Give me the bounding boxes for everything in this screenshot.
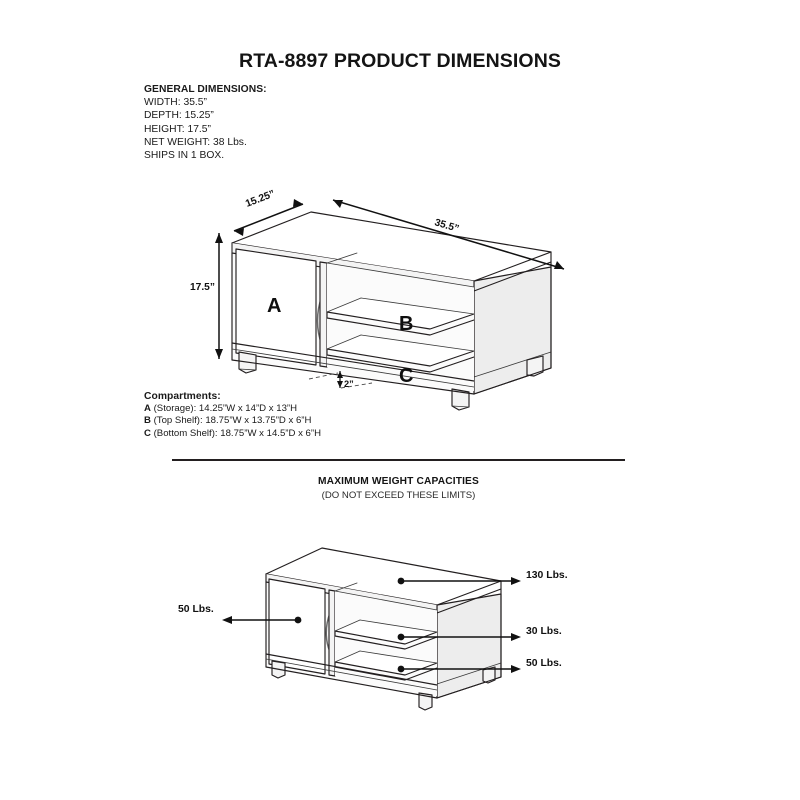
compartment-text-a: (Storage): 14.25”W x 14”D x 13”H [150, 403, 298, 415]
compartment-marker-c: C [399, 365, 414, 387]
compartments-heading: Compartments: [144, 391, 221, 402]
general-dimension-width: WIDTH: 35.5” [144, 97, 207, 109]
compartment-letter-c: C [144, 427, 151, 439]
wt-center-divider-panel [329, 590, 335, 676]
general-dimensions-heading: GENERAL DIMENSIONS: [144, 84, 267, 95]
callout-label-top-shelf: 30 Lbs. [526, 626, 562, 637]
page-title: RTA-8897 PRODUCT DIMENSIONS [239, 50, 561, 72]
compartment-text-b: (Top Shelf): 18.75”W x 13.75”D x 6”H [150, 415, 312, 427]
callout-label-top-surface: 130 Lbs. [526, 570, 568, 581]
compartment-letter-b: B [144, 415, 151, 427]
general-dimension-ships-in: SHIPS IN 1 BOX. [144, 150, 225, 162]
general-dimension-depth: DEPTH: 15.25” [144, 110, 214, 122]
general-dimension-height: HEIGHT: 17.5” [144, 123, 211, 135]
compartment-text-c: (Bottom Shelf): 18.75”W x 14.5”D x 6”H [150, 427, 322, 439]
compartment-letter-a: A [144, 403, 151, 415]
dimension-height-label: 17.5” [190, 282, 215, 293]
general-dimension-net-weight: NET WEIGHT: 38 Lbs. [144, 136, 247, 148]
compartment-marker-b: B [399, 313, 414, 335]
callout-label-bottom-shelf: 50 Lbs. [526, 658, 562, 669]
compartment-marker-a: A [267, 295, 282, 317]
callout-label-cabinet-door: 50 Lbs. [178, 604, 214, 615]
dimension-toe-kick-label: 2” [344, 379, 354, 389]
weight-section-subheading: (DO NOT EXCEED THESE LIMITS) [321, 490, 476, 501]
weight-section-heading: MAXIMUM WEIGHT CAPACITIES [318, 476, 479, 487]
tv-stand-weight-isometric [266, 548, 501, 710]
dimension-depth-label: 15.25” [244, 188, 277, 210]
dimension-width-label: 35.5” [433, 217, 461, 235]
